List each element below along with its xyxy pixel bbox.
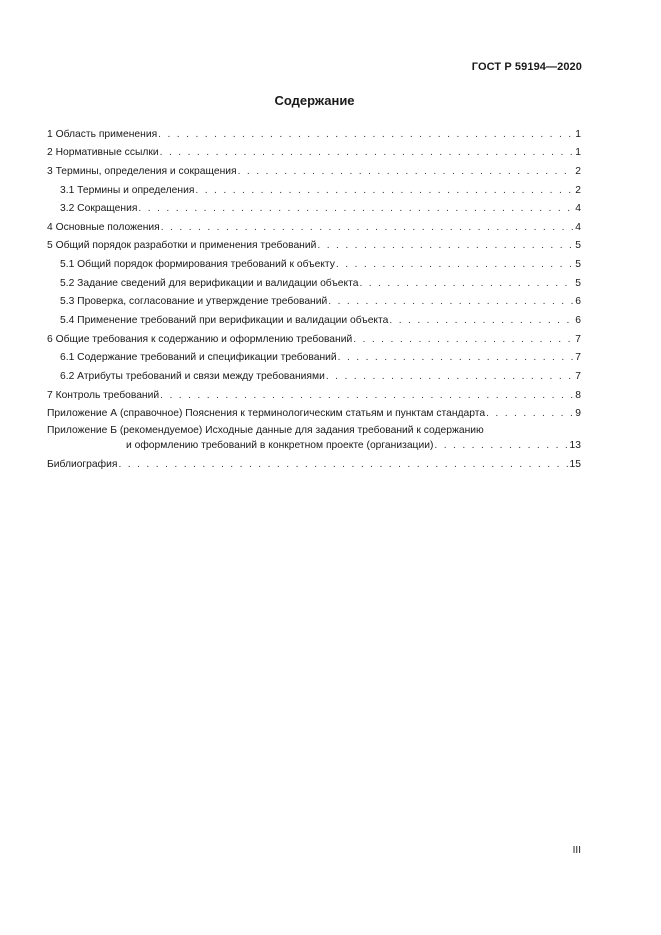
toc-entry[interactable]	[47, 121, 581, 140]
toc-entry[interactable]	[47, 140, 581, 159]
toc-entry-page: 5	[575, 259, 581, 271]
toc-entry-label: 5 Общий порядок разработки и применения требований	[47, 240, 317, 252]
toc-entry-page: 15	[569, 458, 581, 470]
toc-entry-label: Приложение Б (рекомендуемое) Исходные данные для задания требований к содержанию	[47, 425, 484, 437]
table-of-contents	[47, 121, 581, 470]
toc-entry-page: 8	[575, 389, 581, 401]
toc-entry[interactable]	[47, 382, 581, 401]
toc-subentry[interactable]	[47, 196, 581, 215]
toc-entry-page: 6	[575, 315, 581, 327]
toc-leader-dots	[434, 440, 568, 451]
toc-entry-label: 6.2 Атрибуты требований и связи между требованиями	[60, 370, 325, 382]
toc-leader-dots	[338, 352, 575, 363]
toc-entry-page: 1	[575, 147, 581, 159]
toc-entry-appendix-a[interactable]	[47, 401, 581, 420]
toc-leader-dots	[161, 222, 575, 233]
toc-entry-label: 5.1 Общий порядок формирования требований к объекту	[60, 259, 335, 271]
toc-leader-dots	[195, 185, 574, 196]
toc-leader-dots	[158, 129, 574, 140]
toc-entry-label: 7 Контроль требований	[47, 389, 160, 401]
document-code: ГОСТ Р 59194—2020	[471, 61, 582, 73]
toc-entry-label: 3.1 Термины и определения	[60, 184, 195, 196]
toc-entry-page: 4	[575, 221, 581, 233]
toc-leader-dots	[326, 371, 574, 382]
toc-entry-page: 7	[575, 370, 581, 382]
toc-entry-label: 6.1 Содержание требований и спецификации требований	[60, 352, 337, 364]
toc-entry-label: 6 Общие требования к содержанию и оформлению требований	[47, 333, 353, 345]
toc-leader-dots	[160, 147, 575, 158]
toc-leader-dots	[238, 166, 575, 177]
toc-entry-label: 5.4 Применение требований при верификации и валидации объекта	[60, 315, 389, 327]
toc-entry-label: 1 Область применения	[47, 128, 158, 140]
toc-entry-label: 3 Термины, определения и сокращения	[47, 165, 237, 177]
toc-entry-page: 9	[575, 408, 581, 420]
toc-entry-label: 5.3 Проверка, согласование и утверждение требований	[60, 296, 328, 308]
toc-leader-dots	[359, 278, 574, 289]
toc-entry-page: 13	[569, 440, 581, 452]
toc-leader-dots	[118, 459, 568, 470]
toc-subentry[interactable]	[47, 307, 581, 326]
toc-subentry[interactable]	[47, 270, 581, 289]
toc-entry-page: 7	[575, 352, 581, 364]
toc-entry-label: 3.2 Сокращения	[60, 203, 138, 215]
toc-subentry[interactable]	[47, 345, 581, 364]
toc-title: Содержание	[274, 93, 355, 108]
toc-entry[interactable]	[47, 233, 581, 252]
toc-subentry[interactable]	[47, 251, 581, 270]
toc-leader-dots	[160, 390, 574, 401]
toc-entry-page: 2	[575, 165, 581, 177]
toc-subentry[interactable]	[47, 363, 581, 382]
toc-entry-page: 4	[575, 203, 581, 215]
toc-entry-label: Библиография	[47, 458, 118, 470]
toc-entry-label-continued: и оформлению требований в конкретном проекте (организации)	[126, 440, 434, 452]
toc-leader-dots	[138, 203, 574, 214]
toc-entry-page: 6	[575, 296, 581, 308]
toc-entry-label: Приложение А (справочное) Пояснения к терминологическим статьям и пунктам стандарта	[47, 408, 486, 420]
toc-subentry[interactable]	[47, 177, 581, 196]
toc-leader-dots	[353, 334, 574, 345]
toc-entry[interactable]	[47, 326, 581, 345]
toc-entry-appendix-b[interactable]	[47, 419, 581, 451]
toc-entry-bibliography[interactable]	[47, 451, 581, 470]
toc-entry-label: 5.2 Задание сведений для верификации и валидации объекта	[60, 277, 359, 289]
toc-entry-page: 2	[575, 184, 581, 196]
toc-leader-dots	[317, 240, 574, 251]
page-number: III	[572, 845, 581, 856]
toc-entry-page: 1	[575, 128, 581, 140]
toc-entry[interactable]	[47, 158, 581, 177]
toc-leader-dots	[336, 259, 574, 270]
toc-entry[interactable]	[47, 214, 581, 233]
toc-entry-page: 7	[575, 333, 581, 345]
toc-leader-dots	[486, 408, 574, 419]
toc-entry-page: 5	[575, 240, 581, 252]
toc-leader-dots	[328, 296, 574, 307]
toc-entry-page: 5	[575, 277, 581, 289]
toc-entry-label: 4 Основные положения	[47, 221, 160, 233]
toc-entry-label: 2 Нормативные ссылки	[47, 147, 159, 159]
toc-subentry[interactable]	[47, 289, 581, 308]
toc-leader-dots	[389, 315, 574, 326]
